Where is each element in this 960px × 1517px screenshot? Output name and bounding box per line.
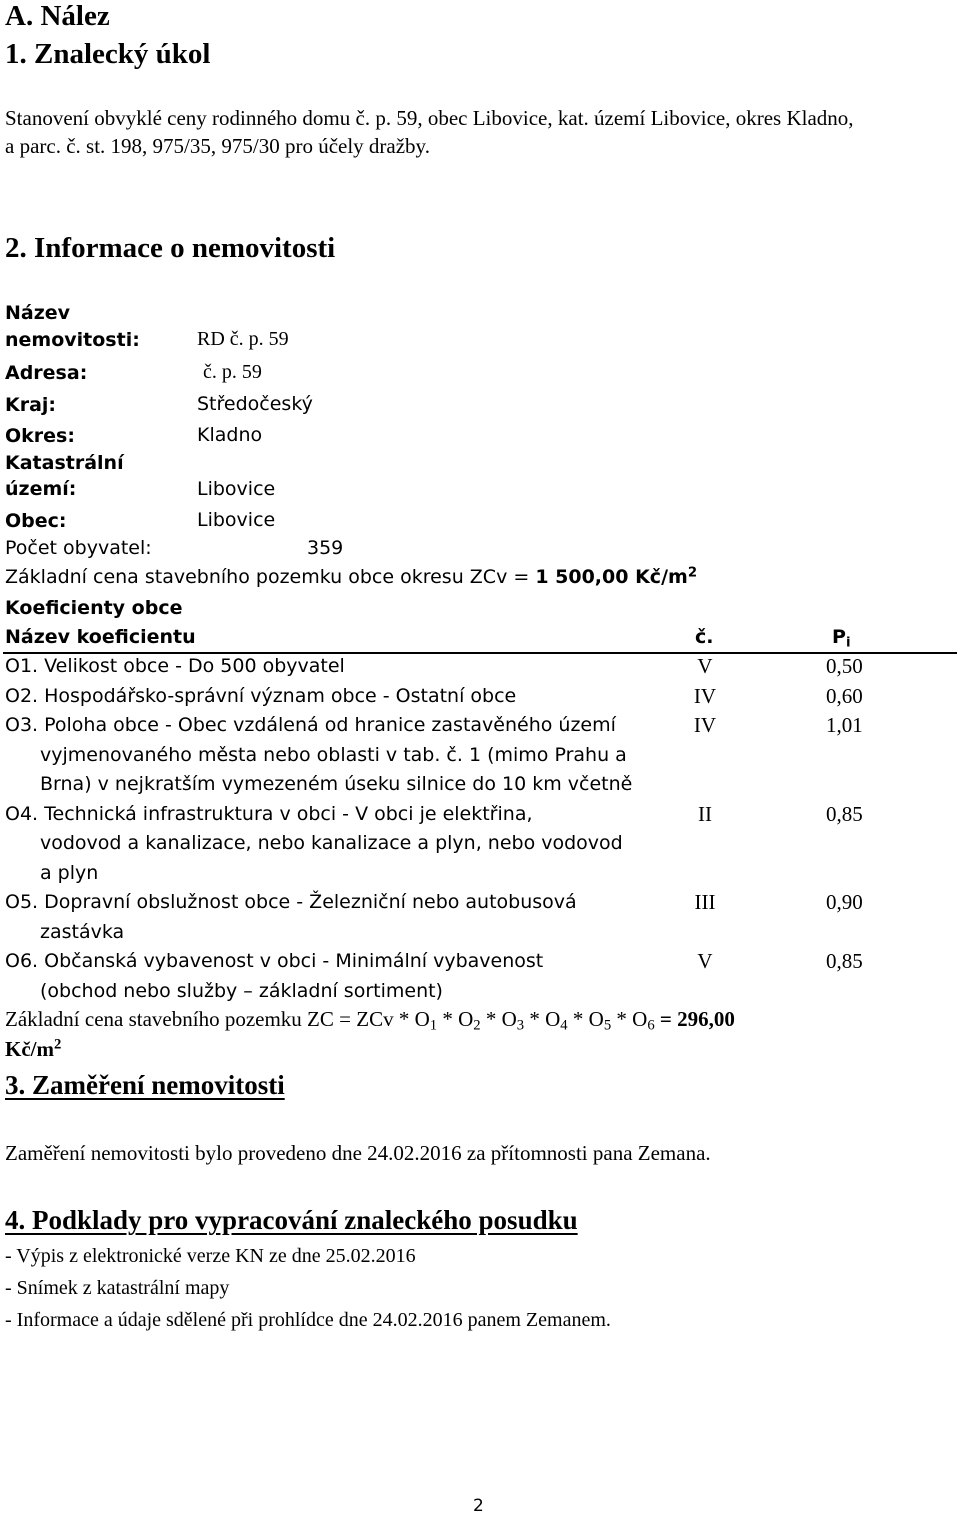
list-item: - Výpis z elektronické verze KN ze dne 25.02.2016 xyxy=(5,1245,416,1267)
cadastral-label-2: území: xyxy=(5,478,77,500)
coefficient-row-text: O4. Technická infrastruktura v obci - V obci je elektřina, xyxy=(5,802,533,825)
formula-line xyxy=(5,1007,735,1032)
coefficient-row-text: O5. Dopravní obslužnost obce - Železniční nebo autobusová xyxy=(5,891,577,913)
formula-sub-3: 3 xyxy=(516,1017,525,1034)
section-a-title: A. Nález xyxy=(5,0,110,32)
coefficient-value: 0,90 xyxy=(826,890,863,914)
district-value: Kladno xyxy=(197,424,263,446)
coefficient-value: 1,01 xyxy=(826,713,863,737)
formula-part-3: * O xyxy=(480,1007,517,1031)
section-4-title: 4. Podklady pro vypracování znaleckého posudku xyxy=(5,1205,578,1235)
formula-sub-4: 4 xyxy=(560,1017,568,1034)
municipality-value: Libovice xyxy=(197,509,276,531)
base-price-value: 1 500,00 Kč/m xyxy=(535,566,688,588)
coefficient-number: III xyxy=(694,890,716,914)
formula-unit-sup: 2 xyxy=(53,1036,62,1053)
coefficient-row-text: O1. Velikost obce - Do 500 obyvatel xyxy=(5,655,345,677)
coefficient-row-text: O3. Poloha obce - Obec vzdálená od hranice zastavěného území xyxy=(5,714,616,736)
formula-unit-line xyxy=(5,1037,61,1062)
cadastral-label-1: Katastrální xyxy=(5,452,124,474)
formula-part-6: * O xyxy=(611,1007,648,1031)
formula-part-5: * O xyxy=(567,1007,604,1031)
formula-sub-2: 2 xyxy=(473,1017,481,1034)
coefficient-number: II xyxy=(698,801,712,826)
task-text-line-1: Stanovení obvyklé ceny rodinného domu č. p. 59, obec Libovice, kat. území Libovice, okres Kladno, xyxy=(5,106,854,130)
region-value: Středočeský xyxy=(197,393,313,415)
formula-sub-1: 1 xyxy=(429,1017,438,1034)
population-label: Počet obyvatel: xyxy=(5,537,152,559)
formula-unit: Kč/m xyxy=(5,1037,54,1061)
address-label: Adresa: xyxy=(5,362,88,384)
section-2-title: 2. Informace o nemovitosti xyxy=(5,232,336,264)
coefficient-row-text: Brna) v nejkratším vymezeném úseku silnice do 10 km včetně xyxy=(40,773,633,795)
population-value: 359 xyxy=(307,537,344,559)
table-header-pi-sub: i xyxy=(845,635,851,651)
coefficient-row-text: O2. Hospodářsko-správní význam obce - Ostatní obce xyxy=(5,684,517,707)
formula-text: Základní cena stavebního pozemku ZC = ZCv * O xyxy=(5,1007,430,1031)
municipality-label: Obec: xyxy=(5,510,67,532)
table-header-number: č. xyxy=(695,626,714,648)
base-price-sup: 2 xyxy=(687,565,698,581)
table-header-pi xyxy=(832,626,851,651)
property-name-value: RD č. p. 59 xyxy=(197,328,289,350)
coefficient-number: V xyxy=(697,949,713,973)
coefficient-number: V xyxy=(697,654,713,678)
base-price-line xyxy=(5,566,697,588)
coefficients-heading: Koeficienty obce xyxy=(5,597,183,619)
coefficient-value: 0,85 xyxy=(826,949,863,973)
task-text-line-2: a parc. č. st. 198, 975/35, 975/30 pro účely dražby. xyxy=(5,134,430,158)
property-name-label-2: nemovitosti: xyxy=(5,329,140,351)
formula-sub-6: 6 xyxy=(647,1017,655,1034)
formula-part-2: * O xyxy=(437,1007,474,1031)
formula-part-4: * O xyxy=(524,1007,561,1031)
property-name-label-1: Název xyxy=(5,302,71,324)
coefficient-number: IV xyxy=(693,713,717,737)
region-label: Kraj: xyxy=(5,394,57,416)
coefficient-value: 0,60 xyxy=(826,683,863,708)
coefficient-number: IV xyxy=(693,683,717,708)
list-item: - Snímek z katastrální mapy xyxy=(5,1277,230,1299)
section-3-title: 3. Zaměření nemovitosti xyxy=(5,1070,285,1100)
coefficient-row-text: a plyn xyxy=(40,861,99,884)
coefficient-value: 0,50 xyxy=(826,654,863,678)
coefficient-value: 0,85 xyxy=(826,801,863,826)
cadastral-value: Libovice xyxy=(197,478,276,500)
measurement-text: Zaměření nemovitosti bylo provedeno dne 24.02.2016 za přítomnosti pana Zemana. xyxy=(5,1141,711,1165)
formula-result: = 296,00 xyxy=(654,1007,735,1031)
base-price-text: Základní cena stavebního pozemku obce okresu ZCv = xyxy=(5,566,536,588)
address-value: č. p. 59 xyxy=(203,361,262,383)
coefficient-row-text: vyjmenovaného města nebo oblasti v tab. č. 1 (mimo Prahu a xyxy=(40,743,627,766)
page-number: 2 xyxy=(473,1496,484,1516)
district-label: Okres: xyxy=(5,425,75,447)
table-header-rule xyxy=(3,652,957,654)
coefficient-row-text: O6. Občanská vybavenost v obci - Minimální vybavenost xyxy=(5,950,544,972)
coefficient-row-text: (obchod nebo služby – základní sortiment) xyxy=(40,979,443,1002)
coefficient-row-text: vodovod a kanalizace, nebo kanalizace a plyn, nebo vodovod xyxy=(40,832,623,854)
table-header-pi-p: P xyxy=(832,626,846,648)
section-1-title: 1. Znalecký úkol xyxy=(5,38,211,70)
sources-list xyxy=(5,1240,611,1336)
formula-sub-5: 5 xyxy=(603,1017,612,1034)
table-header-name: Název koeficientu xyxy=(5,626,196,648)
list-item: - Informace a údaje sdělené při prohlídce dne 24.02.2016 panem Zemanem. xyxy=(5,1309,611,1331)
coefficient-row-text: zastávka xyxy=(40,920,125,943)
